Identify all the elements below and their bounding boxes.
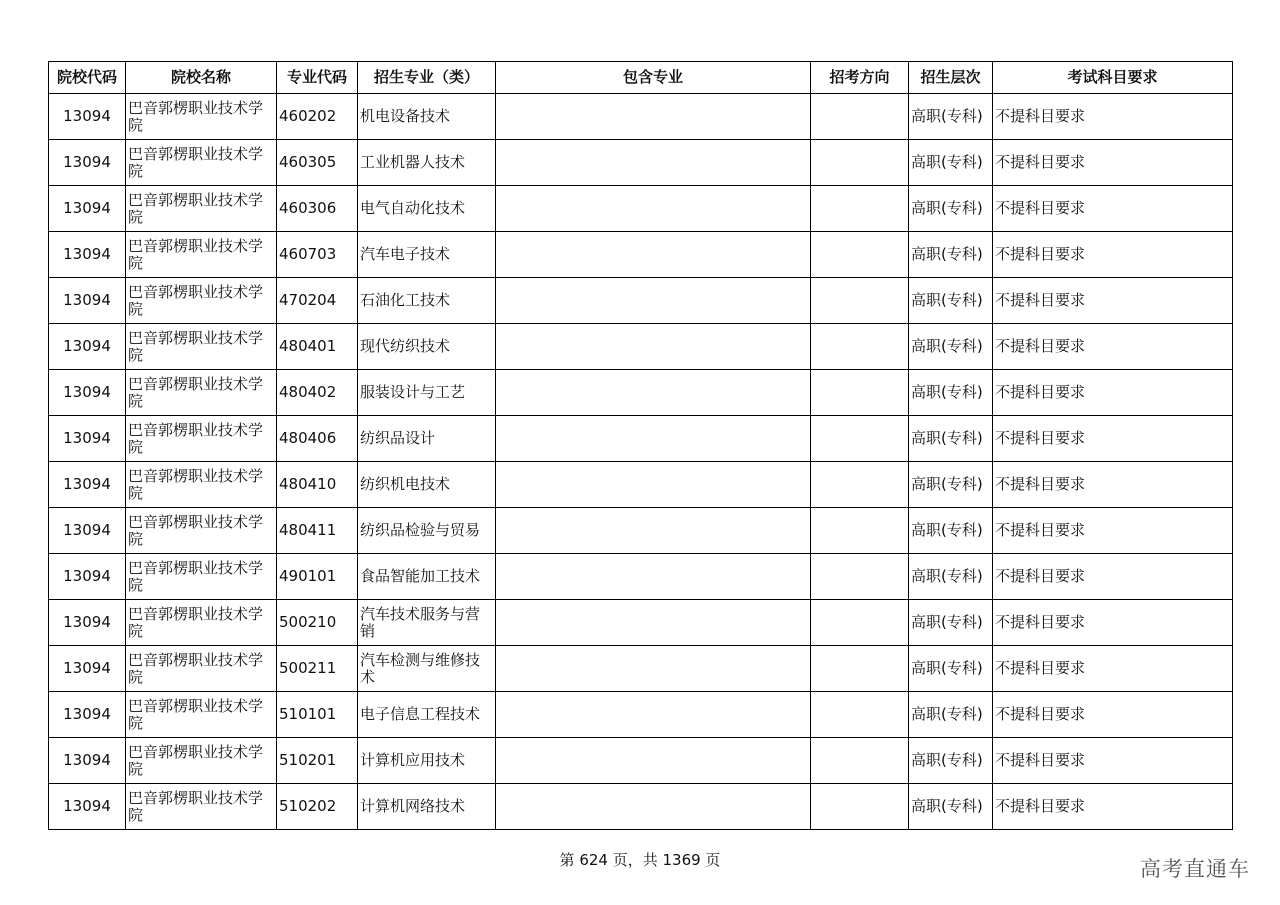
subject-requirement-cell: 不提科目要求	[993, 600, 1233, 646]
table-row	[49, 738, 1233, 784]
subject-requirement-cell: 不提科目要求	[993, 278, 1233, 324]
included-majors-cell	[496, 646, 811, 692]
table-row	[49, 600, 1233, 646]
watermark: 高考直通车	[1140, 857, 1250, 881]
major-cell: 汽车检测与维修技术	[358, 646, 496, 692]
major-cell: 纺织品设计	[358, 416, 496, 462]
major-cell: 纺织品检验与贸易	[358, 508, 496, 554]
included-majors-cell	[496, 278, 811, 324]
subject-requirement-cell: 不提科目要求	[993, 738, 1233, 784]
direction-cell	[811, 324, 909, 370]
header-included-majors: 包含专业	[496, 62, 811, 94]
direction-cell	[811, 462, 909, 508]
school-name-cell: 巴音郭楞职业技术学院	[126, 140, 277, 186]
level-cell: 高职(专科)	[909, 370, 993, 416]
table-row	[49, 784, 1233, 830]
direction-cell	[811, 140, 909, 186]
included-majors-cell	[496, 324, 811, 370]
school-name-cell: 巴音郭楞职业技术学院	[126, 416, 277, 462]
header-major: 招生专业（类）	[358, 62, 496, 94]
school-name-cell: 巴音郭楞职业技术学院	[126, 94, 277, 140]
school-code-cell: 13094	[49, 600, 126, 646]
included-majors-cell	[496, 784, 811, 830]
direction-cell	[811, 646, 909, 692]
table-row	[49, 462, 1233, 508]
major-cell: 现代纺织技术	[358, 324, 496, 370]
direction-cell	[811, 232, 909, 278]
school-code-cell: 13094	[49, 646, 126, 692]
subject-requirement-cell: 不提科目要求	[993, 462, 1233, 508]
header-major-code: 专业代码	[277, 62, 358, 94]
level-cell: 高职(专科)	[909, 600, 993, 646]
subject-requirement-cell: 不提科目要求	[993, 692, 1233, 738]
table-row	[49, 508, 1233, 554]
major-code-cell: 460703	[277, 232, 358, 278]
table-row	[49, 416, 1233, 462]
major-code-cell: 460306	[277, 186, 358, 232]
school-code-cell: 13094	[49, 508, 126, 554]
subject-requirement-cell: 不提科目要求	[993, 554, 1233, 600]
included-majors-cell	[496, 140, 811, 186]
major-code-cell: 460305	[277, 140, 358, 186]
school-name-cell: 巴音郭楞职业技术学院	[126, 784, 277, 830]
school-code-cell: 13094	[49, 278, 126, 324]
level-cell: 高职(专科)	[909, 646, 993, 692]
school-name-cell: 巴音郭楞职业技术学院	[126, 508, 277, 554]
school-name-cell: 巴音郭楞职业技术学院	[126, 324, 277, 370]
school-code-cell: 13094	[49, 462, 126, 508]
school-name-cell: 巴音郭楞职业技术学院	[126, 186, 277, 232]
direction-cell	[811, 186, 909, 232]
level-cell: 高职(专科)	[909, 784, 993, 830]
included-majors-cell	[496, 692, 811, 738]
included-majors-cell	[496, 94, 811, 140]
major-cell: 计算机应用技术	[358, 738, 496, 784]
subject-requirement-cell: 不提科目要求	[993, 784, 1233, 830]
subject-requirement-cell: 不提科目要求	[993, 186, 1233, 232]
direction-cell	[811, 416, 909, 462]
included-majors-cell	[496, 462, 811, 508]
school-code-cell: 13094	[49, 94, 126, 140]
subject-requirement-cell: 不提科目要求	[993, 508, 1233, 554]
subject-requirement-cell: 不提科目要求	[993, 324, 1233, 370]
major-code-cell: 480402	[277, 370, 358, 416]
table-row	[49, 324, 1233, 370]
level-cell: 高职(专科)	[909, 186, 993, 232]
school-code-cell: 13094	[49, 140, 126, 186]
major-cell: 石油化工技术	[358, 278, 496, 324]
major-code-cell: 510201	[277, 738, 358, 784]
subject-requirement-cell: 不提科目要求	[993, 232, 1233, 278]
school-name-cell: 巴音郭楞职业技术学院	[126, 600, 277, 646]
header-school-code: 院校代码	[49, 62, 126, 94]
major-code-cell: 510202	[277, 784, 358, 830]
subject-requirement-cell: 不提科目要求	[993, 94, 1233, 140]
level-cell: 高职(专科)	[909, 278, 993, 324]
major-cell: 机电设备技术	[358, 94, 496, 140]
subject-requirement-cell: 不提科目要求	[993, 416, 1233, 462]
direction-cell	[811, 738, 909, 784]
included-majors-cell	[496, 370, 811, 416]
major-code-cell: 480410	[277, 462, 358, 508]
level-cell: 高职(专科)	[909, 232, 993, 278]
level-cell: 高职(专科)	[909, 140, 993, 186]
major-code-cell: 500211	[277, 646, 358, 692]
included-majors-cell	[496, 186, 811, 232]
school-name-cell: 巴音郭楞职业技术学院	[126, 692, 277, 738]
table-row	[49, 140, 1233, 186]
school-code-cell: 13094	[49, 784, 126, 830]
table-row	[49, 692, 1233, 738]
direction-cell	[811, 554, 909, 600]
table-row	[49, 232, 1233, 278]
school-code-cell: 13094	[49, 186, 126, 232]
major-code-cell: 470204	[277, 278, 358, 324]
level-cell: 高职(专科)	[909, 554, 993, 600]
table-row	[49, 186, 1233, 232]
level-cell: 高职(专科)	[909, 692, 993, 738]
school-name-cell: 巴音郭楞职业技术学院	[126, 646, 277, 692]
direction-cell	[811, 784, 909, 830]
table-row	[49, 646, 1233, 692]
school-code-cell: 13094	[49, 554, 126, 600]
level-cell: 高职(专科)	[909, 94, 993, 140]
major-code-cell: 480401	[277, 324, 358, 370]
major-code-cell: 480411	[277, 508, 358, 554]
direction-cell	[811, 508, 909, 554]
major-cell: 服装设计与工艺	[358, 370, 496, 416]
school-code-cell: 13094	[49, 416, 126, 462]
level-cell: 高职(专科)	[909, 416, 993, 462]
subject-requirement-cell: 不提科目要求	[993, 646, 1233, 692]
direction-cell	[811, 692, 909, 738]
major-cell: 电子信息工程技术	[358, 692, 496, 738]
school-name-cell: 巴音郭楞职业技术学院	[126, 278, 277, 324]
level-cell: 高职(专科)	[909, 324, 993, 370]
subject-requirement-cell: 不提科目要求	[993, 370, 1233, 416]
enrollment-table	[48, 61, 1233, 830]
included-majors-cell	[496, 416, 811, 462]
school-name-cell: 巴音郭楞职业技术学院	[126, 738, 277, 784]
major-code-cell: 500210	[277, 600, 358, 646]
major-cell: 纺织机电技术	[358, 462, 496, 508]
major-code-cell: 480406	[277, 416, 358, 462]
school-name-cell: 巴音郭楞职业技术学院	[126, 370, 277, 416]
major-cell: 工业机器人技术	[358, 140, 496, 186]
school-code-cell: 13094	[49, 324, 126, 370]
direction-cell	[811, 278, 909, 324]
school-name-cell: 巴音郭楞职业技术学院	[126, 462, 277, 508]
major-code-cell: 490101	[277, 554, 358, 600]
header-level: 招生层次	[909, 62, 993, 94]
included-majors-cell	[496, 232, 811, 278]
level-cell: 高职(专科)	[909, 508, 993, 554]
school-name-cell: 巴音郭楞职业技术学院	[126, 554, 277, 600]
header-direction: 招考方向	[811, 62, 909, 94]
major-cell: 食品智能加工技术	[358, 554, 496, 600]
header-school-name: 院校名称	[126, 62, 277, 94]
major-cell: 计算机网络技术	[358, 784, 496, 830]
table-row	[49, 278, 1233, 324]
direction-cell	[811, 94, 909, 140]
table-header-row	[49, 62, 1233, 94]
school-name-cell: 巴音郭楞职业技术学院	[126, 232, 277, 278]
level-cell: 高职(专科)	[909, 462, 993, 508]
school-code-cell: 13094	[49, 232, 126, 278]
school-code-cell: 13094	[49, 692, 126, 738]
table-row	[49, 94, 1233, 140]
major-code-cell: 510101	[277, 692, 358, 738]
direction-cell	[811, 600, 909, 646]
level-cell: 高职(专科)	[909, 738, 993, 784]
school-code-cell: 13094	[49, 738, 126, 784]
major-code-cell: 460202	[277, 94, 358, 140]
school-code-cell: 13094	[49, 370, 126, 416]
included-majors-cell	[496, 554, 811, 600]
included-majors-cell	[496, 600, 811, 646]
included-majors-cell	[496, 738, 811, 784]
major-cell: 电气自动化技术	[358, 186, 496, 232]
table-row	[49, 554, 1233, 600]
header-subject-requirement: 考试科目要求	[993, 62, 1233, 94]
direction-cell	[811, 370, 909, 416]
included-majors-cell	[496, 508, 811, 554]
page-footer: 第 624 页，共 1369 页	[559, 851, 721, 869]
subject-requirement-cell: 不提科目要求	[993, 140, 1233, 186]
table-row	[49, 370, 1233, 416]
major-cell: 汽车电子技术	[358, 232, 496, 278]
table-body	[49, 94, 1233, 830]
major-cell: 汽车技术服务与营销	[358, 600, 496, 646]
